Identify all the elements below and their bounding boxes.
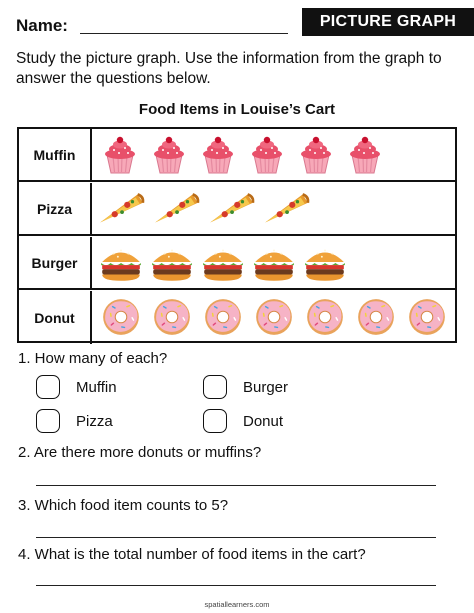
burger-icon	[200, 243, 246, 283]
donut-icon	[406, 296, 448, 338]
name-row	[16, 16, 68, 36]
answer-box[interactable]	[36, 375, 60, 399]
site-footer: spatiallearners.com	[204, 600, 270, 609]
answer-box[interactable]	[36, 409, 60, 433]
option-muffin[interactable]	[36, 375, 117, 399]
burger-icon	[98, 243, 144, 283]
pictures-burger	[92, 237, 455, 288]
category-label: Muffin	[19, 129, 92, 180]
cupcake-icon	[296, 135, 336, 175]
name-field[interactable]	[80, 16, 288, 34]
pictures-pizza	[92, 183, 455, 234]
cupcake-icon	[198, 135, 238, 175]
cupcake-icon	[100, 135, 140, 175]
donut-icon	[253, 296, 295, 338]
cupcake-icon	[247, 135, 287, 175]
cupcake-icon	[345, 135, 385, 175]
name-label: Name:	[16, 16, 68, 35]
cupcake-icon	[149, 135, 189, 175]
question-2: 2. Are there more donuts or muffins?	[18, 444, 262, 461]
graph-row-donut	[19, 291, 455, 344]
burger-icon	[251, 243, 297, 283]
graph-title: Food Items in Louise’s Cart	[138, 101, 336, 118]
question-4: 4. What is the total number of food items in the cart?	[18, 546, 366, 563]
worksheet-banner: PICTURE GRAPH	[302, 8, 474, 36]
donut-icon	[355, 296, 397, 338]
question-1: 1. How many of each?	[18, 350, 168, 367]
answer-line-2[interactable]	[36, 485, 436, 486]
pizza-slice-icon	[151, 189, 201, 229]
option-label: Pizza	[76, 412, 113, 430]
pictures-donut	[92, 291, 455, 344]
donut-icon	[100, 296, 142, 338]
burger-icon	[149, 243, 195, 283]
answer-box[interactable]	[203, 409, 227, 433]
graph-row-burger	[19, 237, 455, 290]
answer-line-4[interactable]	[36, 585, 436, 586]
answer-box[interactable]	[203, 375, 227, 399]
pizza-slice-icon	[206, 189, 256, 229]
category-label: Pizza	[19, 183, 92, 234]
pictures-muffin	[92, 129, 455, 180]
pizza-slice-icon	[96, 189, 146, 229]
picture-graph	[17, 127, 457, 343]
question-3: 3. Which food item counts to 5?	[18, 497, 229, 514]
option-label: Burger	[243, 378, 289, 396]
donut-icon	[304, 296, 346, 338]
category-label: Donut	[19, 291, 92, 344]
option-label: Muffin	[76, 378, 117, 396]
option-donut[interactable]	[203, 409, 283, 433]
category-label: Burger	[19, 237, 92, 288]
option-burger[interactable]	[203, 375, 288, 399]
option-label: Donut	[243, 412, 284, 430]
donut-icon	[202, 296, 244, 338]
pizza-slice-icon	[261, 189, 311, 229]
option-pizza[interactable]	[36, 409, 113, 433]
burger-icon	[302, 243, 348, 283]
instructions: Study the picture graph. Use the information from the graph to answer the questions below.	[16, 50, 442, 87]
answer-line-3[interactable]	[36, 537, 436, 538]
donut-icon	[151, 296, 193, 338]
graph-row-muffin	[19, 129, 455, 182]
graph-row-pizza	[19, 183, 455, 236]
